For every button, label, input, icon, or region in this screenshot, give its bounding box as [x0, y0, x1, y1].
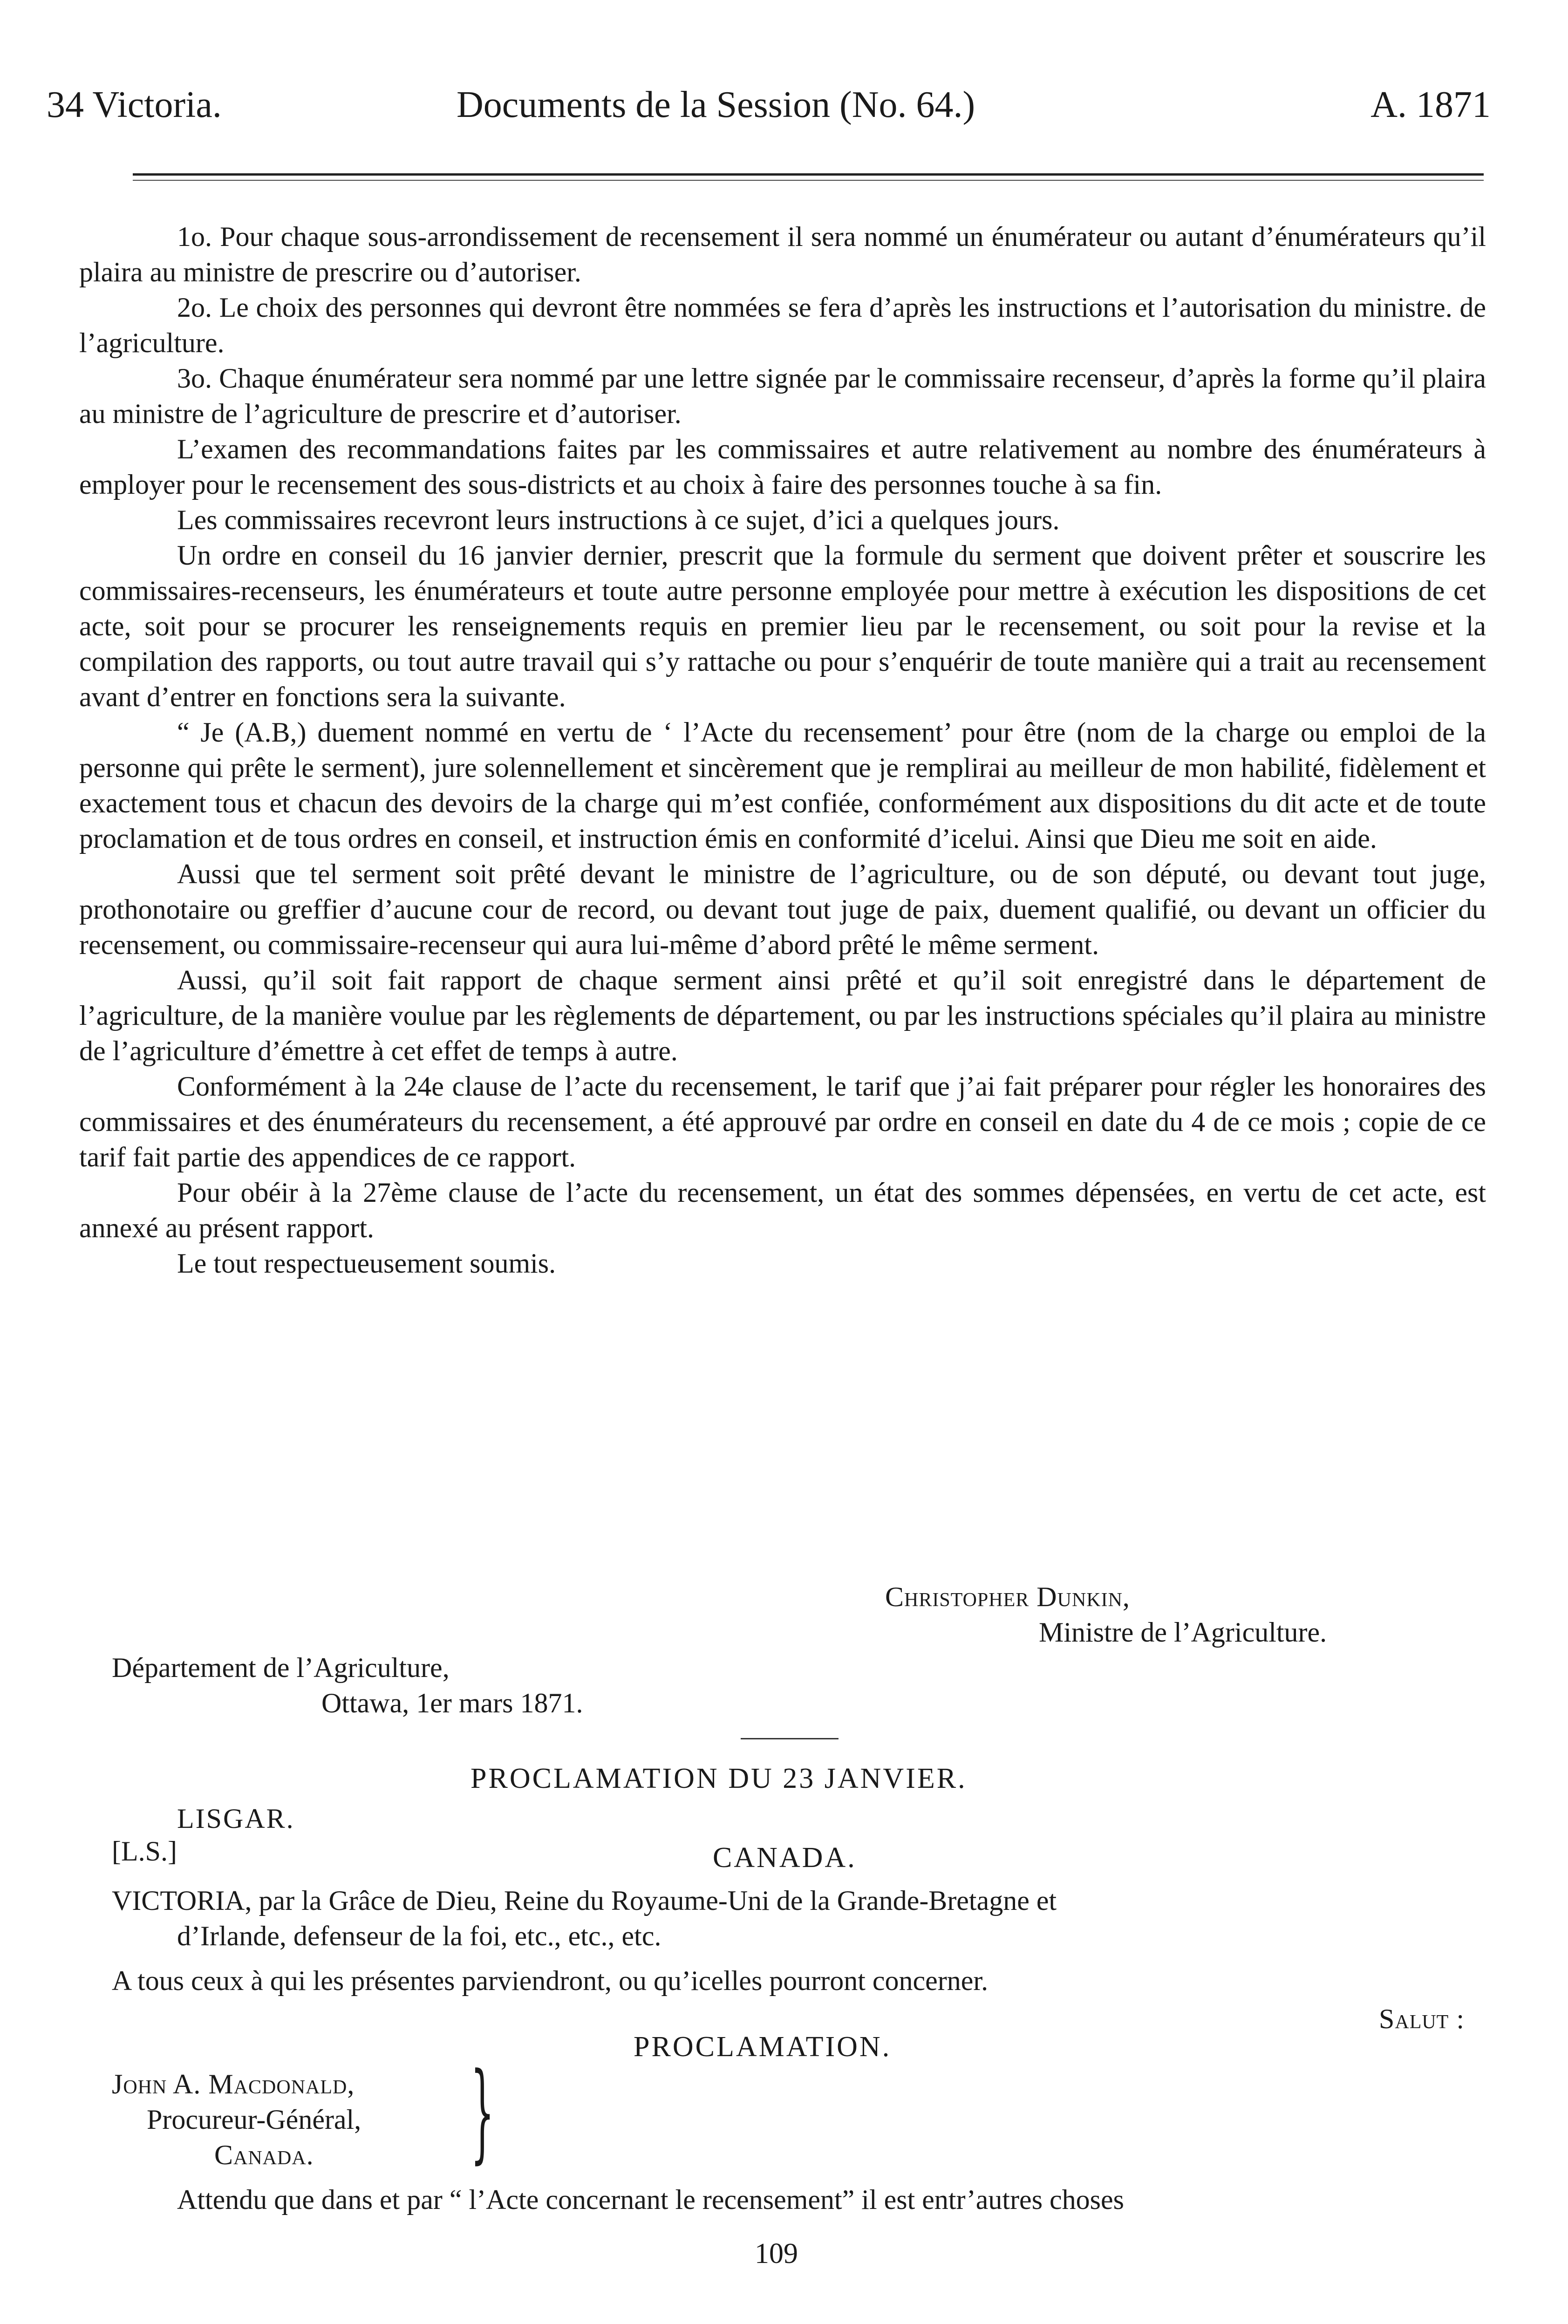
paragraph: Pour obéir à la 27ème clause de l’acte du recensement, un état des sommes dépensées, en vertu de cet acte, est annexé au présent rapport. — [79, 1177, 1486, 1243]
address-line: A tous ceux à qui les présentes parviendront, ou qu’icelles pourront concerner. — [112, 1965, 989, 1996]
paragraph: “ Je (A.B,) duement nommé en vertu de ‘ l’Acte du recensement’ pour être (nom de la charge ou emploi de la personne qui prête le serment), jure solennellement et sincèrement que je remplirai au meilleur de mon habilité, fidèlement et exactement tous et chacun des devoirs de la charge qui m’est confiée, conformément aux dispositions du dit acte et de toute proclamation et de tous ordres en conseil, et instruction émis en conformité d’icelui. Ainsi que Dieu me soit en aide. — [79, 717, 1486, 854]
report-body — [79, 219, 1486, 1281]
dateline-place-date: Ottawa, 1er mars 1871. — [321, 1688, 583, 1718]
paragraph: L’examen des recommandations faites par les commissaires et autre relativement au nombre des énumérateurs à employer pour le recensement des sous-districts et au choix à faire des personnes touche à sa fin. — [79, 434, 1486, 500]
header-rule-thin — [133, 180, 1484, 181]
paragraph: Conformément à la 24e clause de l’acte du recensement, le tarif que j’ai fait préparer pour régler les honoraires des commissaires et des énumérateurs du recensement, a été approuvé par ordre en conseil en date du 4 de ce mois ; copie de ce tarif fait partie des appendices de ce rapport. — [79, 1071, 1486, 1172]
paragraph: Les commissaires recevront leurs instructions à ce sujet, d’ici a quelques jours. — [177, 504, 1060, 535]
attorney-title: Procureur-Général, — [147, 2104, 361, 2135]
signature-name: Christopher Dunkin, — [885, 1581, 1130, 1612]
header-rule-thick — [133, 173, 1484, 176]
page-header — [47, 77, 1491, 133]
proclamation-heading: PROCLAMATION DU 23 JANVIER. — [470, 1763, 967, 1794]
section-separator — [741, 1738, 839, 1739]
header-session: 34 Victoria. — [47, 84, 222, 125]
victoria-line: VICTORIA, par la Grâce de Dieu, Reine du Royaume-Uni de la Grande-Bretagne et — [112, 1885, 1057, 1916]
final-line: Attendu que dans et par “ l’Acte concernant le recensement” il est entr’autres choses — [177, 2184, 1124, 2215]
lisgar-label: LISGAR. — [177, 1803, 295, 1834]
attorney-place: Canada. — [214, 2140, 314, 2170]
signature-title: Ministre de l’Agriculture. — [1039, 1617, 1327, 1648]
paragraph: Un ordre en conseil du 16 janvier dernier, prescrit que la formule du serment que doivent prêter et souscrire les commissaires-recenseurs, les énumérateurs et toute autre personne employée pour mettre à exécution les dispositions de cet acte, soit pour se procurer les renseignements requis en premier lieu par le recensement, ou soit pour la revise et la compilation des rapports, ou tout autre travail qui s’y rattache ou pour s’enquérir de toute manière qui a trait au recensement avant d’entrer en fonctions sera la suivante. — [79, 540, 1486, 712]
paragraph: Aussi que tel serment soit prêté devant le ministre de l’agriculture, ou de son député, ou devant tout juge, prothonotaire ou greffier d’aucune cour de record, ou devant tout juge de paix, duement qualifié, ou devant un officier du recensement, ou commissaire-recenseur qui aura lui-même d’abord prêté le même serment. — [79, 859, 1486, 960]
seal-label: [L.S.] — [112, 1836, 177, 1867]
right-brace: } — [470, 2050, 495, 2174]
proclamation-subheading: PROCLAMATION. — [634, 2031, 892, 2063]
header-title: Documents de la Session (No. 64.) — [457, 84, 975, 125]
canada-heading: CANADA. — [713, 1842, 857, 1874]
salut-label: Salut : — [1379, 2004, 1465, 2034]
page-number: 109 — [755, 2238, 798, 2269]
attorney-name: John A. Macdonald, — [112, 2069, 355, 2099]
paragraph: 1o. Pour chaque sous-arrondissement de recensement il sera nommé un énumérateur ou autant d’énumérateurs qu’il plaira au ministre de prescrire ou d’autoriser. — [79, 221, 1486, 287]
dateline-department: Département de l’Agriculture, — [112, 1652, 450, 1683]
paragraph: Le tout respectueusement soumis. — [177, 1248, 556, 1279]
paragraph: 3o. Chaque énumérateur sera nommé par une lettre signée par le commissaire recenseur, d’après la forme qu’il plaira au ministre de l’agriculture de prescrire et d’autoriser. — [79, 363, 1486, 429]
paragraph: Aussi, qu’il soit fait rapport de chaque serment ainsi prêté et qu’il soit enregistré dans le département de l’agriculture, de la manière voulue par les règlements de département, ou par les instructions spéciales qu’il plaira au ministre de l’agriculture d’émettre à cet effet de temps à autre. — [79, 965, 1486, 1066]
victoria-line-continued: d’Irlande, defenseur de la foi, etc., etc., etc. — [177, 1921, 661, 1951]
paragraph: 2o. Le choix des personnes qui devront être nommées se fera d’après les instructions et l’autorisation du ministre. de l’agriculture. — [79, 292, 1486, 358]
header-year: A. 1871 — [1370, 84, 1491, 125]
